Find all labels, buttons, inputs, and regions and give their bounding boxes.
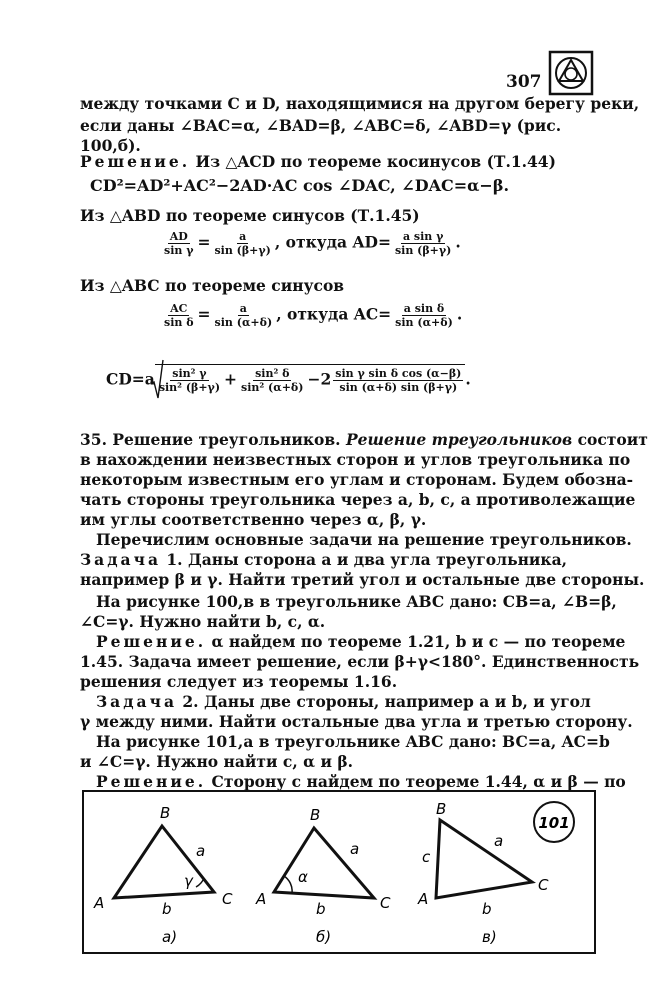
angle-arc [284, 876, 292, 893]
figure-caption: б) [316, 928, 332, 946]
solution-2-line: Решение. Сторону c найдем по теореме 1.44, α и β — по [96, 772, 626, 791]
equation-cosine: CD²=AD²+AC²−2AD·AC cos ∠DAC, ∠DAC=α−β. [90, 176, 510, 195]
vertex-label: A [256, 890, 267, 908]
text-line: если даны ∠BAC=α, ∠BAD=β, ∠ABC=δ, ∠ABD=γ (рис. [80, 116, 562, 135]
text-line: Перечислим основные задачи на решение треугольников. [96, 530, 632, 549]
vertex-label: B [436, 800, 447, 818]
angle-label: α [298, 868, 308, 886]
fraction: $\frac{\text{sin² δ}}{\text{sin² (α+δ)}}$ [241, 367, 304, 394]
solution-word: Решение. [80, 152, 191, 171]
text-line: чать стороны треугольника через a, b, c, а противолежащие [80, 490, 636, 509]
text-line: Из △ABC по теореме синусов [80, 276, 345, 295]
fraction: $\frac{a}{\sin (\beta+\gamma)}$ [214, 230, 271, 257]
fraction: $\frac{AC}{\text{sin δ}}$ [164, 302, 194, 329]
fraction: $\frac{\text{sin² γ}}{\text{sin² (β+γ)}}$ [158, 367, 221, 394]
side-label: b [482, 900, 492, 918]
angle-label: γ [184, 872, 193, 890]
fraction: $\frac{\text{sin γ sin δ cos (α−β)}}{\sin (\alpha+\delta) \sin (\beta+\gamma)}$ [335, 367, 462, 394]
text-line: На рисунке 100,в в треугольнике ABC дано: CB=a, ∠B=β, [96, 592, 617, 611]
circle-triangle-emblem-icon [548, 50, 594, 96]
text-line: между точками C и D, находящимися на другом берегу реки, [80, 94, 640, 113]
vertex-label: C [380, 894, 391, 912]
text-line: некоторым известным его углам и сторонам. Будем обозна- [80, 470, 634, 489]
equation-cd: CD=a $\frac{\text{sin² γ}}{\text{sin² (β+γ)}}$ + $\frac{\text{sin² δ}}{\text{sin² (α+δ)}}$ −2 $\frac{\text{sin γ sin δ cos (α−β)}}{\sin (\alpha+\delta) \sin (\beta+\gamma)}$ . [106, 364, 471, 394]
text-line: решения следует из теоремы 1.16. [80, 672, 398, 691]
triangle-a [114, 826, 214, 898]
text-line: в нахождении неизвестных сторон и углов треугольника по [80, 450, 631, 469]
equation-ad: $\frac{AD}{\text{sin γ}}$ = $\frac{a}{\sin (\beta+\gamma)}$ , откуда AD= $\frac{\text{a sin γ}}{\sin (\beta+\gamma)}$ . [164, 230, 461, 257]
triangle-c [436, 820, 532, 898]
side-label: a [494, 832, 504, 850]
side-label: a [196, 842, 206, 860]
fraction: $\frac{a}{\sin (\alpha+\delta)}$ [214, 302, 273, 329]
sqrt-sign-icon [150, 358, 164, 400]
text-line: Из △ABD по теореме синусов (Т.1.45) [80, 206, 420, 225]
side-label: b [162, 900, 172, 918]
text-line: и ∠C=γ. Нужно найти c, α и β. [80, 752, 354, 771]
solution-1-line: Решение. α найдем по теореме 1.21, b и c — по теореме [96, 632, 626, 651]
task-2-line: Задача 2. Даны две стороны, например a и b, и угол [96, 692, 591, 711]
vertex-label: A [94, 894, 105, 912]
text-line: им углы соответственно через α, β, γ. [80, 510, 427, 529]
side-label: c [422, 848, 431, 866]
vertex-label: B [310, 806, 321, 824]
solution-line [80, 152, 556, 171]
side-label: b [316, 900, 326, 918]
figure-number: 101 [538, 814, 570, 832]
paragraph-35-line: 35. Решение треугольников. Решение треугольников состоит [80, 430, 648, 449]
vertex-label: B [160, 804, 171, 822]
text-line: 100,б). [80, 136, 141, 155]
side-label: a [350, 840, 360, 858]
triangle-b [274, 828, 374, 898]
fraction: $\frac{\text{a sin γ}}{\sin (\beta+\gamma)}$ [394, 230, 452, 257]
equation-ac: $\frac{AC}{\text{sin δ}}$ = $\frac{a}{\sin (\alpha+\delta)}$ , откуда AC= $\frac{\text{a sin δ}}{\sin (\alpha+\delta)}$ . [164, 302, 463, 329]
text-line: например β и γ. Найти третий угол и остальные две стороны. [80, 570, 645, 589]
vertex-label: C [538, 876, 549, 894]
fraction: $\frac{AD}{\text{sin γ}}$ [164, 230, 194, 257]
figure-caption: a) [162, 928, 178, 946]
figure-101 [82, 790, 596, 954]
figure-101-drawing [84, 792, 594, 952]
task-1-line: Задача 1. Даны сторона a и два угла треугольника, [80, 550, 568, 569]
text-line: γ между ними. Найти остальные два угла и третью сторону. [80, 712, 633, 731]
text-line: На рисунке 101,a в треугольнике ABC дано: BC=a, AC=b [96, 732, 610, 751]
solution-text: Из △ACD по теореме косинусов (Т.1.44) [195, 152, 556, 171]
text-line: ∠C=γ. Нужно найти b, c, α. [80, 612, 326, 631]
page-number: 307 [506, 72, 542, 92]
vertex-label: C [222, 890, 233, 908]
fraction: $\frac{\text{a sin δ}}{\sin (\alpha+\delta)}$ [395, 302, 453, 329]
angle-arc [196, 878, 204, 887]
vertex-label: A [418, 890, 429, 908]
figure-caption: в) [482, 928, 497, 946]
text-line: 1.45. Задача имеет решение, если β+γ<180°. Единственность [80, 652, 640, 671]
